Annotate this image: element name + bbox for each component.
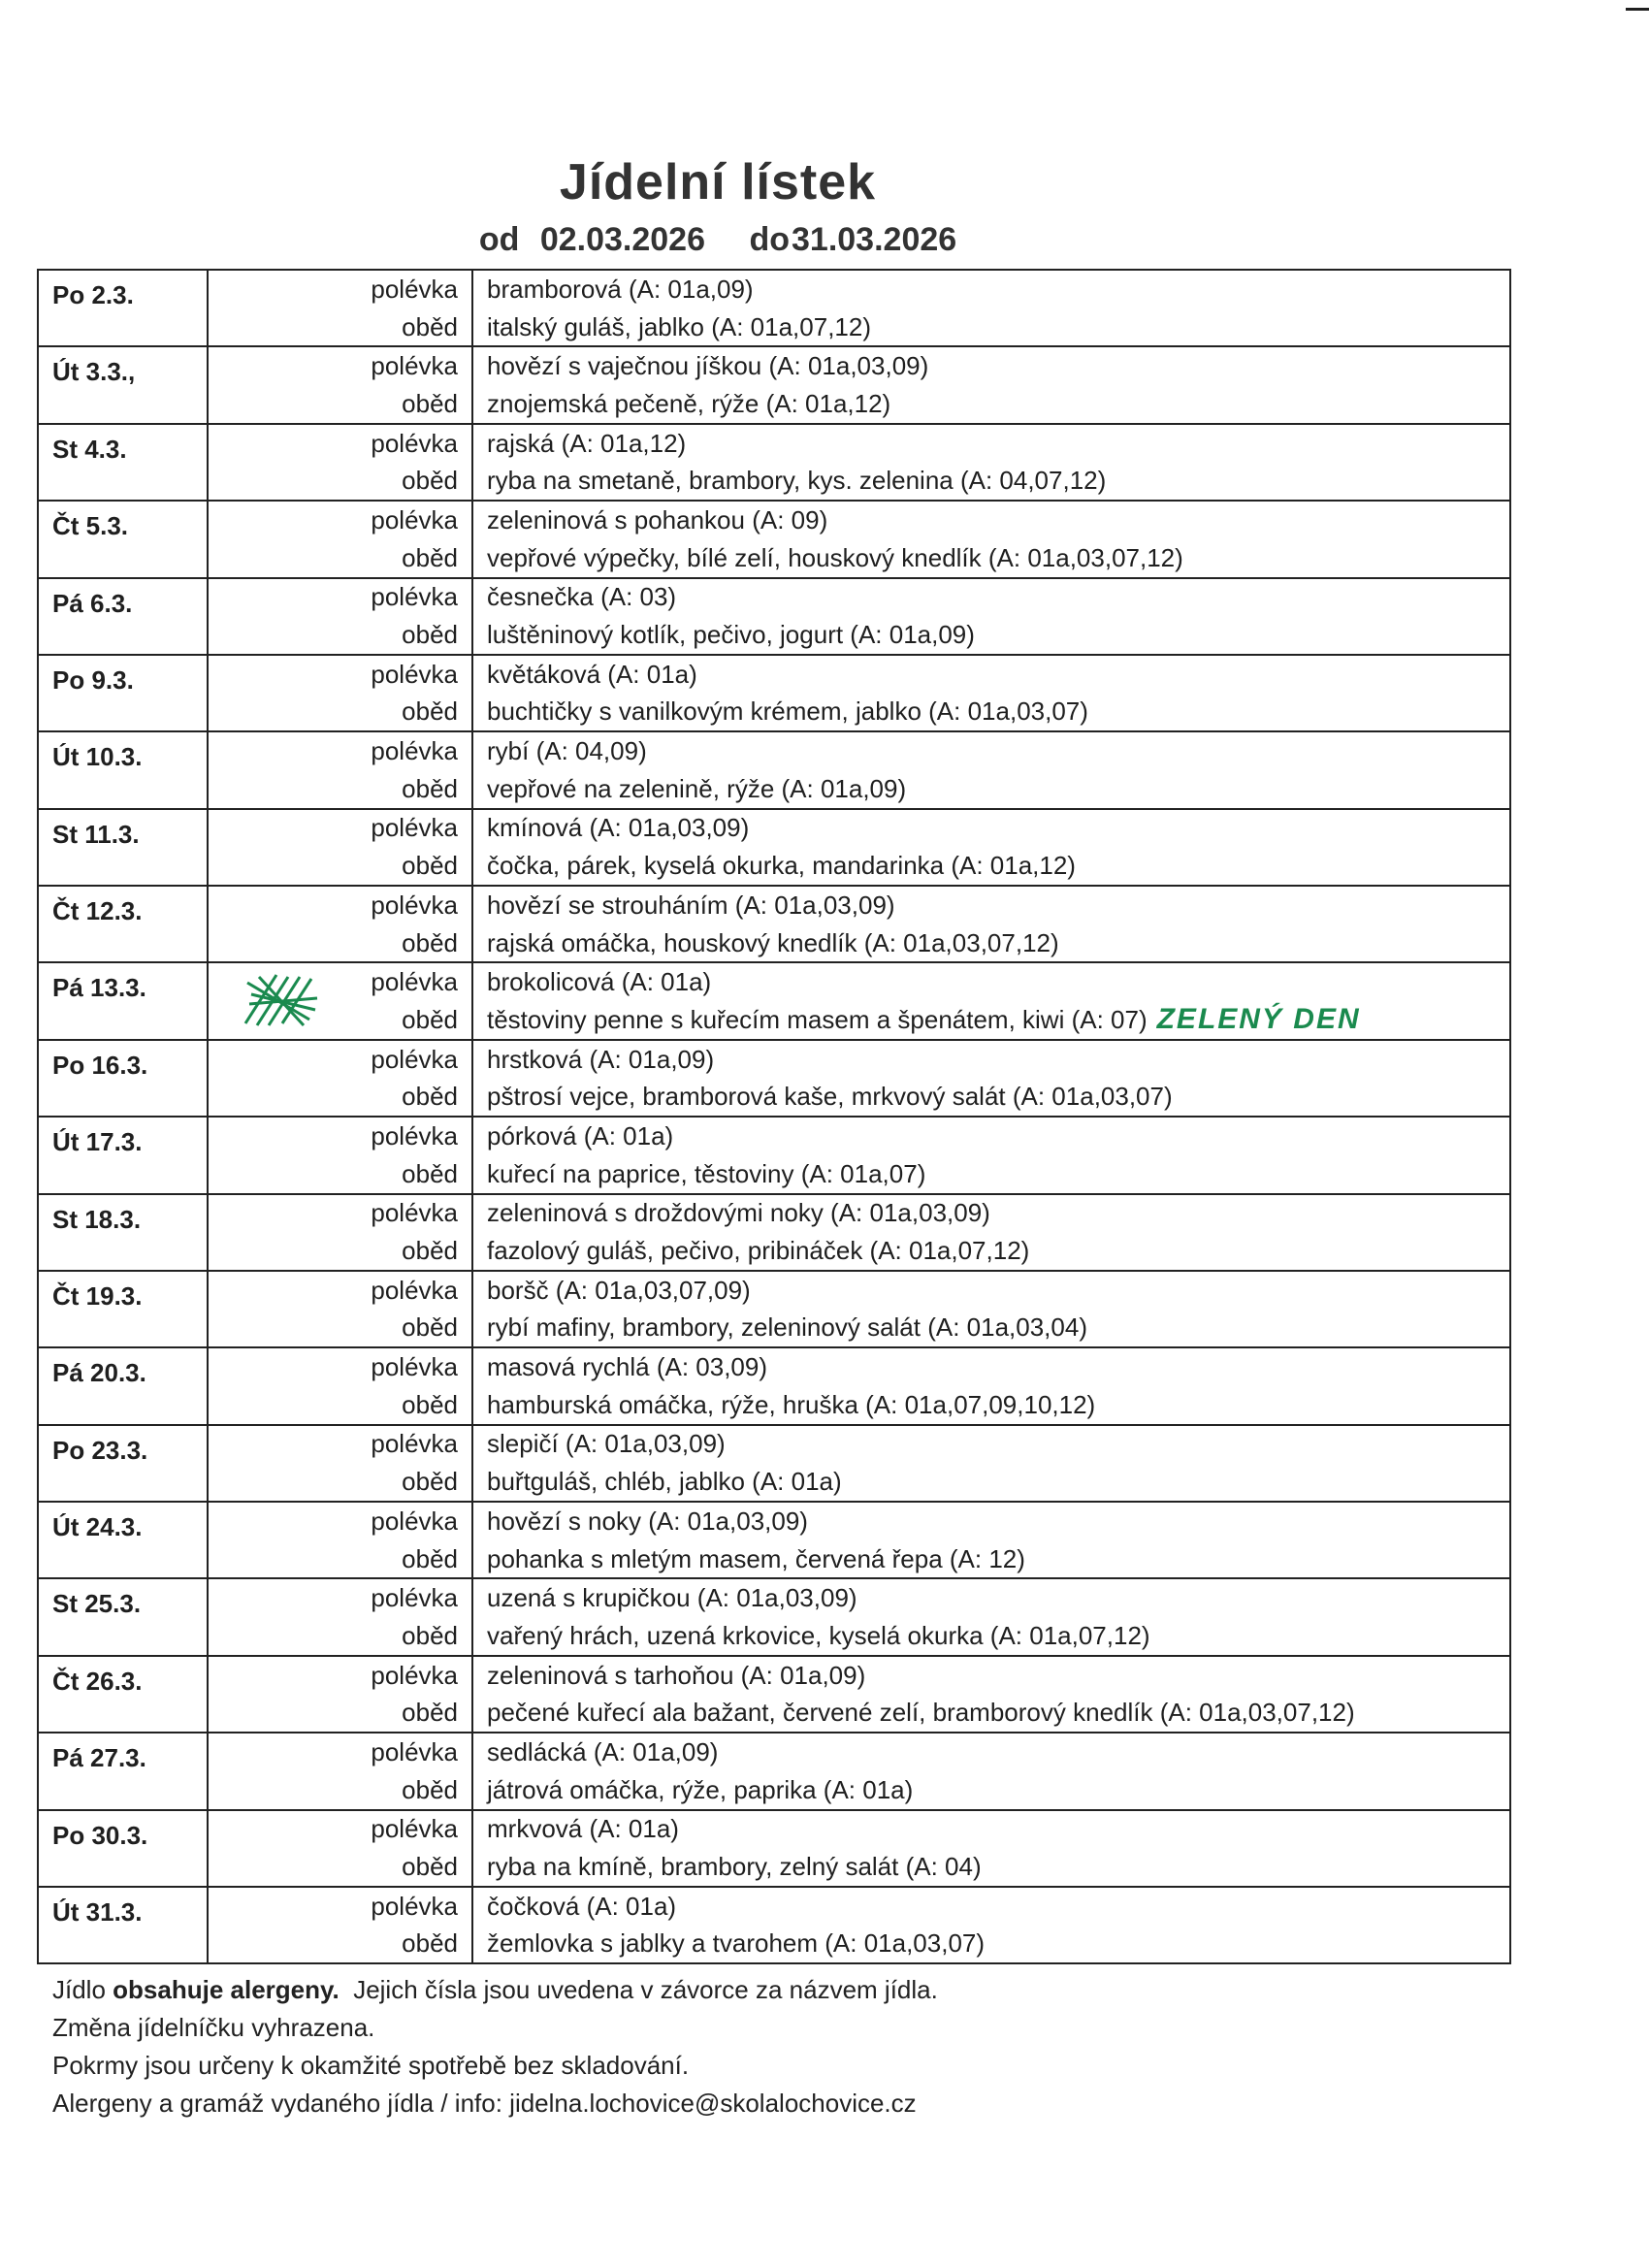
menu-row-soup — [38, 1425, 1510, 1464]
row-type-main: oběd — [353, 308, 472, 347]
page-edge-mark — [1626, 8, 1649, 11]
main-dish-text: vepřové výpečky, bílé zelí, houskový knedlík (A: 01a,03,07,12) — [487, 542, 1183, 572]
row-type-soup: polévka — [353, 1117, 472, 1155]
menu-row-soup — [38, 1733, 1510, 1771]
soup-dish: hrstková (A: 01a,09) — [472, 1040, 1510, 1079]
main-dish — [472, 924, 1510, 963]
row-type-main: oběd — [353, 1617, 472, 1656]
special-mark-cell — [208, 578, 353, 655]
footer-notes — [52, 1971, 938, 2122]
day-label: St 4.3. — [38, 424, 208, 501]
soup-dish: sedlácká (A: 01a,09) — [472, 1733, 1510, 1771]
row-type-soup: polévka — [353, 578, 472, 617]
main-dish-text: těstoviny penne s kuřecím masem a špenátem, kiwi (A: 07) — [487, 1005, 1148, 1035]
main-dish — [472, 539, 1510, 578]
main-dish — [472, 770, 1510, 809]
day-label: St 18.3. — [38, 1194, 208, 1271]
soup-dish: bramborová (A: 01a,09) — [472, 270, 1510, 308]
row-type-main: oběd — [353, 1001, 472, 1040]
row-type-main: oběd — [353, 462, 472, 501]
row-type-soup: polévka — [353, 1656, 472, 1695]
day-label: Út 24.3. — [38, 1502, 208, 1578]
row-type-soup: polévka — [353, 346, 472, 385]
day-label: Po 23.3. — [38, 1425, 208, 1502]
main-dish-text: rajská omáčka, houskový knedlík (A: 01a,03,07,12) — [487, 927, 1059, 957]
row-type-main: oběd — [353, 1771, 472, 1810]
main-dish-text: luštěninový kotlík, pečivo, jogurt (A: 01a,09) — [487, 620, 975, 650]
soup-dish: hovězí se strouháním (A: 01a,03,09) — [472, 886, 1510, 924]
menu-row-soup — [38, 1040, 1510, 1079]
main-dish-text: čočka, párek, kyselá okurka, mandarinka (A: 01a,12) — [487, 851, 1076, 881]
date-to: 31.03.2026 — [792, 221, 957, 258]
main-dish — [472, 1771, 1510, 1810]
day-label: Po 30.3. — [38, 1810, 208, 1887]
special-mark-cell — [208, 1194, 353, 1271]
menu-row-soup — [38, 1194, 1510, 1233]
special-mark-cell — [208, 1887, 353, 1963]
menu-row-soup — [38, 270, 1510, 308]
special-mark-cell — [208, 809, 353, 886]
special-mark-cell — [208, 1656, 353, 1733]
soup-dish: kmínová (A: 01a,03,09) — [472, 809, 1510, 848]
day-label: Po 16.3. — [38, 1040, 208, 1117]
row-type-soup: polévka — [353, 655, 472, 694]
day-label: Pá 27.3. — [38, 1733, 208, 1809]
menu-row-soup — [38, 1887, 1510, 1926]
date-from: 02.03.2026 — [539, 221, 705, 258]
special-mark-cell — [208, 1117, 353, 1193]
main-dish — [472, 462, 1510, 501]
main-dish-text: buchtičky s vanilkovým krémem, jablko (A: 01a,03,07) — [487, 697, 1088, 727]
main-dish-text: játrová omáčka, rýže, paprika (A: 01a) — [487, 1774, 914, 1804]
soup-dish: slepičí (A: 01a,03,09) — [472, 1425, 1510, 1464]
special-mark-cell — [208, 655, 353, 731]
main-dish — [472, 694, 1510, 732]
row-type-soup: polévka — [353, 1347, 472, 1386]
menu-row-soup — [38, 1347, 1510, 1386]
menu-row-soup — [38, 655, 1510, 694]
menu-row-soup — [38, 962, 1510, 1001]
soup-dish: rybí (A: 04,09) — [472, 731, 1510, 770]
main-dish-text: italský guláš, jablko (A: 01a,07,12) — [487, 311, 871, 341]
menu-table — [37, 269, 1511, 1964]
row-type-soup: polévka — [353, 1502, 472, 1540]
main-dish-text: znojemská pečeně, rýže (A: 01a,12) — [487, 388, 891, 418]
row-type-soup: polévka — [353, 424, 472, 463]
main-dish — [472, 616, 1510, 655]
row-type-soup: polévka — [353, 1887, 472, 1926]
day-label: Čt 19.3. — [38, 1271, 208, 1347]
row-type-main: oběd — [353, 1540, 472, 1579]
soup-dish: zeleninová s pohankou (A: 09) — [472, 501, 1510, 539]
row-type-main: oběd — [353, 1310, 472, 1348]
day-label: Út 31.3. — [38, 1887, 208, 1963]
main-dish-text: ryba na kmíně, brambory, zelný salát (A: 04) — [487, 1852, 982, 1882]
soup-dish: čočková (A: 01a) — [472, 1887, 1510, 1926]
date-to-label: do — [749, 221, 790, 258]
main-dish-text: hamburská omáčka, rýže, hruška (A: 01a,07,09,10,12) — [487, 1389, 1096, 1419]
soup-dish: masová rychlá (A: 03,09) — [472, 1347, 1510, 1386]
day-label: Po 9.3. — [38, 655, 208, 731]
allergen-note: Jídlo obsahuje alergeny. Jejich čísla jsou uvedena v závorce za názvem jídla. — [52, 1975, 938, 2004]
allergen-note-bold: obsahuje alergeny. — [113, 1975, 340, 2004]
special-mark-cell — [208, 886, 353, 962]
date-from-label: od — [478, 221, 520, 258]
row-type-main: oběd — [353, 1463, 472, 1502]
main-dish — [472, 308, 1510, 347]
day-label: Pá 13.3. — [38, 962, 208, 1039]
row-type-soup: polévka — [353, 1040, 472, 1079]
row-type-soup: polévka — [353, 1733, 472, 1771]
special-mark-cell — [208, 731, 353, 808]
day-label: Pá 6.3. — [38, 578, 208, 655]
day-label: Út 3.3., — [38, 346, 208, 423]
special-mark-cell — [208, 1578, 353, 1655]
main-dish-text: kuřecí na paprice, těstoviny (A: 01a,07) — [487, 1158, 926, 1188]
row-type-main: oběd — [353, 539, 472, 578]
day-label: Út 17.3. — [38, 1117, 208, 1193]
main-dish-text: pštrosí vejce, bramborová kaše, mrkvový salát (A: 01a,03,07) — [487, 1082, 1173, 1112]
menu-row-soup — [38, 424, 1510, 463]
day-label: Út 10.3. — [38, 731, 208, 808]
day-label: Čt 12.3. — [38, 886, 208, 962]
menu-row-soup — [38, 1578, 1510, 1617]
menu-row-soup — [38, 809, 1510, 848]
main-dish — [472, 1232, 1510, 1271]
main-dish — [472, 1386, 1510, 1425]
green-day-note: ZELENÝ DEN — [1156, 1003, 1361, 1036]
special-mark-cell — [208, 1502, 353, 1578]
hatch-mark-icon — [240, 1004, 323, 1033]
row-type-main: oběd — [353, 1926, 472, 1964]
soup-dish: boršč (A: 01a,03,07,09) — [472, 1271, 1510, 1310]
main-dish-text: pečené kuřecí ala bažant, červené zelí, bramborový knedlík (A: 01a,03,07,12) — [487, 1698, 1355, 1728]
menu-row-soup — [38, 578, 1510, 617]
main-dish-text: rybí mafiny, brambory, zeleninový salát (A: 01a,03,04) — [487, 1312, 1087, 1343]
special-mark-cell — [208, 424, 353, 501]
day-label: St 11.3. — [38, 809, 208, 886]
main-dish — [472, 1694, 1510, 1733]
main-dish — [472, 1926, 1510, 1964]
special-mark-cell — [208, 501, 353, 577]
special-mark-cell — [208, 270, 353, 346]
date-range — [0, 221, 1436, 259]
main-dish — [472, 1001, 1510, 1040]
special-mark-cell — [208, 1271, 353, 1347]
row-type-soup: polévka — [353, 886, 472, 924]
day-label: Čt 26.3. — [38, 1656, 208, 1733]
row-type-main: oběd — [353, 1386, 472, 1425]
special-mark-cell — [208, 1810, 353, 1887]
main-dish-text: fazolový guláš, pečivo, pribináček (A: 01a,07,12) — [487, 1236, 1030, 1266]
soup-dish: zeleninová s droždovými noky (A: 01a,03,09) — [472, 1194, 1510, 1233]
main-dish — [472, 1078, 1510, 1117]
contact-note: Alergeny a gramáž vydaného jídla / info: jidelna.lochovice@skolalochovice.cz — [52, 2089, 917, 2118]
special-mark-cell — [208, 1425, 353, 1502]
soup-dish: zeleninová s tarhoňou (A: 01a,09) — [472, 1656, 1510, 1695]
soup-dish: hovězí s vaječnou jíškou (A: 01a,03,09) — [472, 346, 1510, 385]
main-dish — [472, 1155, 1510, 1194]
row-type-soup: polévka — [353, 1810, 472, 1849]
row-type-main: oběd — [353, 770, 472, 809]
day-label: Pá 20.3. — [38, 1347, 208, 1424]
change-note: Změna jídelníčku vyhrazena. — [52, 2013, 375, 2042]
special-mark-cell — [208, 346, 353, 423]
row-type-main: oběd — [353, 616, 472, 655]
row-type-main: oběd — [353, 1848, 472, 1887]
main-dish — [472, 1848, 1510, 1887]
special-mark-cell — [208, 1347, 353, 1424]
day-label: Po 2.3. — [38, 270, 208, 346]
soup-dish: pórková (A: 01a) — [472, 1117, 1510, 1155]
day-label: Čt 5.3. — [38, 501, 208, 577]
menu-row-soup — [38, 501, 1510, 539]
soup-dish: květáková (A: 01a) — [472, 655, 1510, 694]
menu-row-soup — [38, 886, 1510, 924]
soup-dish: česnečka (A: 03) — [472, 578, 1510, 617]
row-type-soup: polévka — [353, 731, 472, 770]
main-dish-text: žemlovka s jablky a tvarohem (A: 01a,03,07) — [487, 1928, 986, 1959]
row-type-main: oběd — [353, 1694, 472, 1733]
row-type-soup: polévka — [353, 1271, 472, 1310]
main-dish-text: ryba na smetaně, brambory, kys. zelenina (A: 04,07,12) — [487, 466, 1107, 496]
main-dish — [472, 847, 1510, 886]
row-type-soup: polévka — [353, 962, 472, 1001]
main-dish-text: pohanka s mletým masem, červená řepa (A: 12) — [487, 1543, 1025, 1573]
soup-dish: mrkvová (A: 01a) — [472, 1810, 1510, 1849]
row-type-soup: polévka — [353, 1578, 472, 1617]
soup-dish: brokolicová (A: 01a) — [472, 962, 1510, 1001]
soup-dish: uzená s krupičkou (A: 01a,03,09) — [472, 1578, 1510, 1617]
row-type-soup: polévka — [353, 1425, 472, 1464]
main-dish — [472, 1463, 1510, 1502]
menu-row-soup — [38, 1656, 1510, 1695]
special-mark-cell — [208, 1040, 353, 1117]
menu-row-soup — [38, 731, 1510, 770]
menu-row-soup — [38, 1271, 1510, 1310]
row-type-soup: polévka — [353, 501, 472, 539]
soup-dish: hovězí s noky (A: 01a,03,09) — [472, 1502, 1510, 1540]
row-type-main: oběd — [353, 694, 472, 732]
row-type-main: oběd — [353, 385, 472, 424]
special-mark-cell — [208, 1733, 353, 1809]
row-type-main: oběd — [353, 1232, 472, 1271]
row-type-main: oběd — [353, 847, 472, 886]
row-type-main: oběd — [353, 924, 472, 963]
row-type-soup: polévka — [353, 270, 472, 308]
menu-row-soup — [38, 346, 1510, 385]
main-dish-text: vařený hrách, uzená krkovice, kyselá okurka (A: 01a,07,12) — [487, 1620, 1150, 1650]
row-type-main: oběd — [353, 1155, 472, 1194]
row-type-soup: polévka — [353, 809, 472, 848]
row-type-main: oběd — [353, 1078, 472, 1117]
special-mark-cell — [208, 962, 353, 1039]
main-dish-text: vepřové na zelenině, rýže (A: 01a,09) — [487, 773, 907, 803]
main-dish — [472, 1617, 1510, 1656]
main-dish-text: buřtguláš, chléb, jablko (A: 01a) — [487, 1467, 842, 1497]
main-dish — [472, 385, 1510, 424]
menu-row-soup — [38, 1810, 1510, 1849]
row-type-soup: polévka — [353, 1194, 472, 1233]
main-dish — [472, 1540, 1510, 1579]
consumption-note: Pokrmy jsou určeny k okamžité spotřebě bez skladování. — [52, 2051, 690, 2080]
soup-dish: rajská (A: 01a,12) — [472, 424, 1510, 463]
menu-row-soup — [38, 1502, 1510, 1540]
day-label: St 25.3. — [38, 1578, 208, 1655]
menu-row-soup — [38, 1117, 1510, 1155]
main-dish — [472, 1310, 1510, 1348]
page-title: Jídelní lístek — [559, 154, 877, 211]
